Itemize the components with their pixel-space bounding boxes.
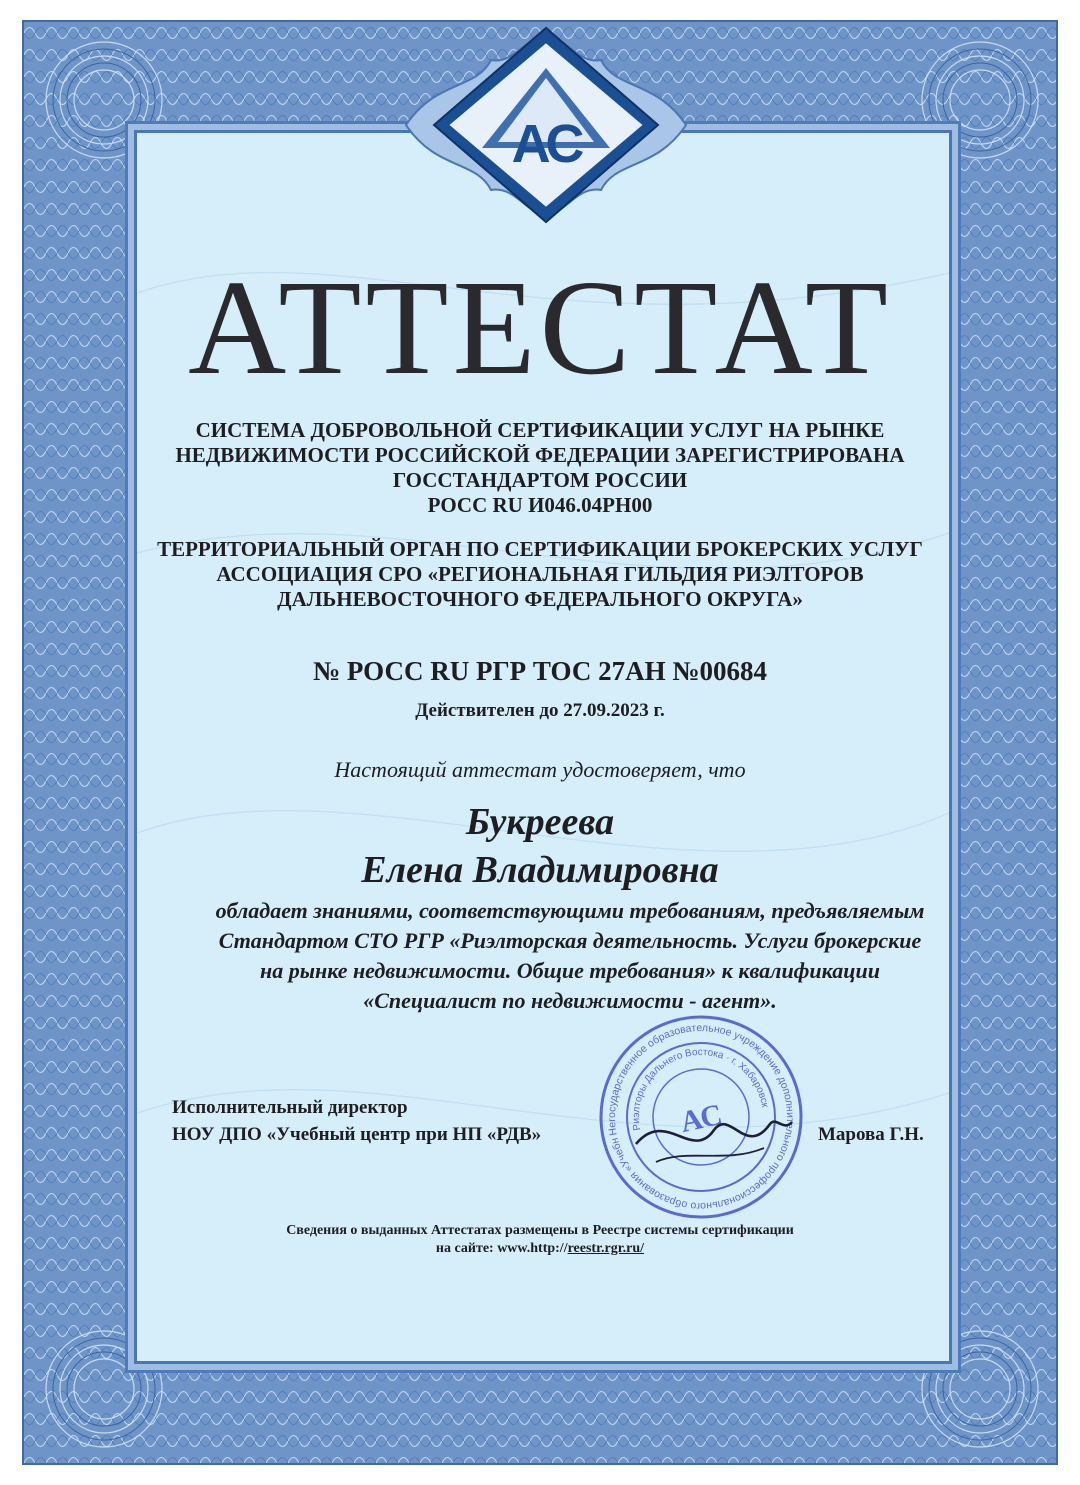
qualification-line: Стандартом СТО РГР «Риэлторская деятельность. Услуги брокерские bbox=[218, 928, 922, 953]
body-line-1: ТЕРРИТОРИАЛЬНЫЙ ОРГАН ПО СЕРТИФИКАЦИИ БРОКЕРСКИХ УСЛУГ bbox=[157, 537, 923, 561]
signatory-position: Исполнительный директор bbox=[172, 1097, 408, 1118]
registry-note-line: Сведения о выданных Аттестатах размещены в Реестре системы сертификации bbox=[286, 1223, 794, 1238]
registry-link[interactable]: reestr.rgr.ru/ bbox=[567, 1241, 645, 1256]
registry-note-site bbox=[0, 1240, 1080, 1258]
qualification-line: «Специалист по недвижимости - агент». bbox=[363, 988, 777, 1013]
signatory-organization: НОУ ДПО «Учебный центр при НП «РДВ» bbox=[172, 1124, 542, 1145]
stamp-inner-text: Риэлторы Дальнего Востока · г. Хабаровск bbox=[630, 1046, 771, 1132]
registry-note bbox=[0, 1222, 1080, 1258]
emblem-letters: АС bbox=[511, 114, 581, 174]
system-registration-code: РОСС RU И046.04РН00 bbox=[427, 493, 653, 517]
ac-emblem-logo bbox=[396, 20, 696, 230]
body-line-2: АССОЦИАЦИЯ СРО «РЕГИОНАЛЬНАЯ ГИЛЬДИЯ РИЭЛТОРОВ bbox=[216, 562, 864, 586]
validity-date: Действителен до 27.09.2023 г. bbox=[415, 700, 665, 721]
system-line-2: НЕДВИЖИМОСТИ РОССИЙСКОЙ ФЕДЕРАЦИИ ЗАРЕГИСТРИРОВАНА bbox=[175, 443, 905, 467]
qualification-line: обладает знаниями, соответствующими требованиям, предъявляемым bbox=[215, 898, 925, 923]
qualification-line: на рынке недвижимости. Общие требования» к квалификации bbox=[260, 958, 880, 983]
system-line-3: ГОССТАНДАРТОМ РОССИИ bbox=[392, 468, 688, 492]
certificate-title: АТТЕСТАТ bbox=[188, 253, 892, 403]
holder-surname: Букреева bbox=[465, 801, 615, 843]
qualification-text bbox=[150, 896, 990, 1016]
body-line-3: ДАЛЬНЕВОСТОЧНОГО ФЕДЕРАЛЬНОГО ОКРУГА» bbox=[277, 587, 803, 611]
organization-stamp bbox=[596, 1012, 806, 1222]
stamp-monogram: АС bbox=[677, 1097, 726, 1139]
signatory-block bbox=[172, 1094, 541, 1148]
registry-site-prefix: на сайте: www.http:// bbox=[435, 1241, 568, 1256]
signatory-name: Марова Г.Н. bbox=[818, 1124, 924, 1145]
holder-given-names: Елена Владимировна bbox=[361, 849, 719, 891]
registration-number: № РОСС RU РГР ТОС 27АН №00684 bbox=[312, 656, 768, 686]
stamp-outer-text: Негосударственное образовательное учреждение дополнительного профессионального образования «Учебный bbox=[605, 1021, 797, 1213]
certifies-intro: Настоящий аттестат удостоверяет, что bbox=[334, 757, 746, 782]
system-line-1: СИСТЕМА ДОБРОВОЛЬНОЙ СЕРТИФИКАЦИИ УСЛУГ НА РЫНКЕ bbox=[195, 418, 885, 442]
